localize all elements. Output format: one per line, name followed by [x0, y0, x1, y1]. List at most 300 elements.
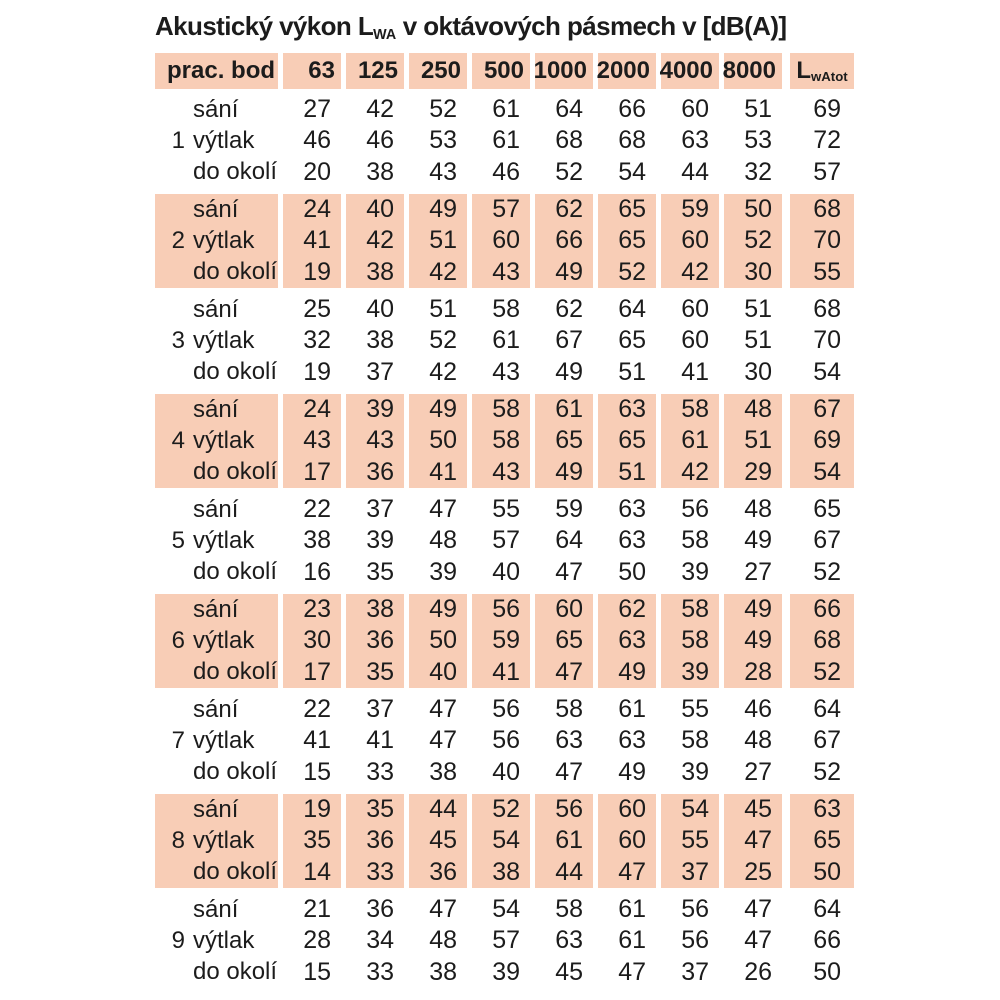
- value-column: [598, 394, 656, 488]
- value-cell: 35: [366, 557, 394, 586]
- value-cell: 58: [492, 395, 520, 424]
- value-cell: 51: [744, 295, 772, 324]
- value-cell: 63: [618, 526, 646, 555]
- value-cell: 55: [492, 495, 520, 524]
- value-cell: 45: [744, 795, 772, 824]
- value-cell: 39: [492, 957, 520, 986]
- value-cell: 40: [366, 195, 394, 224]
- value-cell: 72: [813, 126, 841, 155]
- row-label: do okolí: [193, 358, 278, 386]
- label-cell: [155, 494, 278, 588]
- value-cell: 46: [303, 126, 331, 155]
- value-cell: 55: [813, 257, 841, 286]
- value-cell: 67: [813, 726, 841, 755]
- value-cell: 44: [429, 795, 457, 824]
- value-cell: 47: [555, 757, 583, 786]
- value-cell: 67: [555, 326, 583, 355]
- value-cell: 38: [366, 257, 394, 286]
- value-cell: 64: [555, 95, 583, 124]
- value-column: [724, 494, 782, 588]
- header-cell-500: 500: [472, 53, 530, 89]
- value-cell: 46: [744, 695, 772, 724]
- value-column: [598, 494, 656, 588]
- value-cell: 65: [618, 426, 646, 455]
- value-cell: 45: [555, 957, 583, 986]
- value-cell: 60: [618, 826, 646, 855]
- value-cell: 38: [429, 957, 457, 986]
- value-cell: 49: [555, 257, 583, 286]
- value-cell: 51: [744, 95, 772, 124]
- value-cell: 46: [492, 157, 520, 186]
- value-cell: 41: [492, 657, 520, 686]
- value-column: [535, 194, 593, 288]
- value-cell: 64: [618, 295, 646, 324]
- row-label: výtlak: [193, 626, 255, 654]
- value-cell: 56: [492, 726, 520, 755]
- header-cell-1000: 1000: [535, 53, 593, 89]
- value-cell: 28: [303, 926, 331, 955]
- value-cell: 49: [555, 357, 583, 386]
- value-cell: 16: [303, 557, 331, 586]
- row-label: do okolí: [193, 858, 278, 886]
- value-cell: 41: [366, 726, 394, 755]
- value-cell: 41: [303, 226, 331, 255]
- total-value-column: [790, 894, 854, 988]
- row-label: do okolí: [193, 658, 278, 686]
- value-cell: 54: [813, 357, 841, 386]
- value-cell: 47: [555, 657, 583, 686]
- value-cell: 51: [429, 226, 457, 255]
- value-cell: 41: [429, 457, 457, 486]
- row-label: sání: [193, 695, 239, 723]
- row-label: výtlak: [193, 326, 255, 354]
- value-cell: 37: [681, 957, 709, 986]
- group-number: 5: [171, 527, 185, 554]
- value-column: [472, 194, 530, 288]
- value-cell: 56: [492, 695, 520, 724]
- label-cell: [155, 794, 278, 888]
- value-column: [346, 294, 404, 388]
- row-label: do okolí: [193, 258, 278, 286]
- value-cell: 49: [618, 757, 646, 786]
- value-cell: 24: [303, 395, 331, 424]
- value-cell: 53: [429, 126, 457, 155]
- value-cell: 36: [429, 857, 457, 886]
- value-cell: 58: [681, 395, 709, 424]
- value-cell: 60: [681, 95, 709, 124]
- value-column: [661, 794, 719, 888]
- value-cell: 40: [492, 557, 520, 586]
- value-cell: 49: [429, 595, 457, 624]
- value-cell: 41: [303, 726, 331, 755]
- value-cell: 42: [366, 95, 394, 124]
- total-header-subscript: wAtot: [811, 69, 848, 85]
- value-cell: 47: [429, 695, 457, 724]
- total-value-column: [790, 694, 854, 788]
- group-number: 8: [171, 827, 185, 854]
- value-cell: 47: [618, 957, 646, 986]
- value-cell: 61: [555, 826, 583, 855]
- value-cell: 47: [555, 557, 583, 586]
- value-cell: 62: [555, 295, 583, 324]
- value-column: [283, 294, 341, 388]
- value-cell: 53: [744, 126, 772, 155]
- value-cell: 37: [366, 695, 394, 724]
- value-cell: 62: [555, 195, 583, 224]
- value-cell: 49: [744, 595, 772, 624]
- value-cell: 39: [681, 657, 709, 686]
- value-cell: 52: [618, 257, 646, 286]
- total-value-column: [790, 94, 854, 188]
- value-cell: 59: [555, 495, 583, 524]
- value-cell: 43: [492, 357, 520, 386]
- value-cell: 56: [492, 595, 520, 624]
- row-label: výtlak: [193, 426, 255, 454]
- value-cell: 42: [681, 457, 709, 486]
- value-column: [535, 394, 593, 488]
- value-cell: 65: [555, 626, 583, 655]
- value-column: [283, 894, 341, 988]
- value-cell: 50: [618, 557, 646, 586]
- value-cell: 61: [555, 395, 583, 424]
- value-column: [724, 794, 782, 888]
- value-cell: 47: [429, 895, 457, 924]
- value-cell: 15: [303, 757, 331, 786]
- value-cell: 58: [492, 426, 520, 455]
- value-cell: 23: [303, 595, 331, 624]
- value-column: [661, 494, 719, 588]
- value-cell: 40: [492, 757, 520, 786]
- value-column: [724, 594, 782, 688]
- value-cell: 54: [492, 895, 520, 924]
- value-cell: 17: [303, 457, 331, 486]
- value-cell: 64: [813, 695, 841, 724]
- group-number: 7: [171, 727, 185, 754]
- value-column: [661, 594, 719, 688]
- value-cell: 46: [366, 126, 394, 155]
- value-cell: 38: [303, 526, 331, 555]
- header-cell-total: [790, 53, 854, 89]
- row-label: výtlak: [193, 226, 255, 254]
- value-cell: 54: [492, 826, 520, 855]
- row-label: do okolí: [193, 158, 278, 186]
- group-5: [155, 491, 1000, 591]
- value-cell: 68: [813, 626, 841, 655]
- value-cell: 40: [366, 295, 394, 324]
- value-cell: 47: [429, 495, 457, 524]
- group-number: 1: [171, 127, 185, 154]
- value-cell: 43: [429, 157, 457, 186]
- value-column: [535, 494, 593, 588]
- value-column: [535, 694, 593, 788]
- value-cell: 49: [429, 395, 457, 424]
- value-cell: 30: [303, 626, 331, 655]
- value-cell: 42: [429, 357, 457, 386]
- row-label: do okolí: [193, 458, 278, 486]
- value-column: [535, 794, 593, 888]
- row-label: sání: [193, 295, 239, 323]
- value-cell: 50: [813, 857, 841, 886]
- value-cell: 52: [555, 157, 583, 186]
- value-column: [661, 194, 719, 288]
- value-cell: 32: [744, 157, 772, 186]
- value-cell: 49: [744, 626, 772, 655]
- value-cell: 56: [555, 795, 583, 824]
- group-2: [155, 191, 1000, 291]
- value-cell: 39: [681, 557, 709, 586]
- value-cell: 51: [618, 457, 646, 486]
- value-cell: 43: [303, 426, 331, 455]
- group-number: 4: [171, 427, 185, 454]
- value-column: [283, 794, 341, 888]
- value-cell: 54: [618, 157, 646, 186]
- value-cell: 63: [618, 495, 646, 524]
- value-cell: 57: [492, 195, 520, 224]
- value-cell: 60: [681, 226, 709, 255]
- value-cell: 48: [744, 726, 772, 755]
- value-cell: 35: [366, 657, 394, 686]
- value-column: [472, 694, 530, 788]
- value-cell: 47: [744, 895, 772, 924]
- total-header-label: [796, 57, 847, 85]
- header-cell-4000: 4000: [661, 53, 719, 89]
- value-column: [346, 894, 404, 988]
- value-cell: 41: [681, 357, 709, 386]
- value-cell: 56: [681, 926, 709, 955]
- row-label: výtlak: [193, 526, 255, 554]
- value-column: [283, 194, 341, 288]
- value-cell: 55: [681, 826, 709, 855]
- value-cell: 67: [813, 395, 841, 424]
- value-cell: 36: [366, 457, 394, 486]
- value-cell: 48: [744, 495, 772, 524]
- value-cell: 38: [366, 595, 394, 624]
- value-cell: 68: [813, 195, 841, 224]
- row-label: do okolí: [193, 958, 278, 986]
- value-column: [724, 694, 782, 788]
- total-value-column: [790, 394, 854, 488]
- header-cell-8000: 8000: [724, 53, 782, 89]
- value-column: [535, 894, 593, 988]
- total-value-column: [790, 294, 854, 388]
- group-1: [155, 91, 1000, 191]
- value-column: [535, 294, 593, 388]
- row-label: výtlak: [193, 126, 255, 154]
- value-cell: 62: [618, 595, 646, 624]
- title-prefix: Akustický výkon L: [155, 11, 374, 41]
- row-label: sání: [193, 795, 239, 823]
- value-cell: 42: [429, 257, 457, 286]
- value-cell: 65: [813, 495, 841, 524]
- value-cell: 25: [303, 295, 331, 324]
- value-cell: 63: [555, 726, 583, 755]
- value-column: [661, 394, 719, 488]
- value-column: [346, 794, 404, 888]
- group-number: 2: [171, 227, 185, 254]
- value-column: [472, 94, 530, 188]
- total-value-column: [790, 594, 854, 688]
- value-cell: 48: [429, 526, 457, 555]
- value-cell: 60: [492, 226, 520, 255]
- value-cell: 57: [492, 926, 520, 955]
- value-column: [409, 694, 467, 788]
- total-header-prefix: L: [796, 57, 812, 84]
- value-cell: 32: [303, 326, 331, 355]
- row-label: sání: [193, 195, 239, 223]
- value-cell: 38: [492, 857, 520, 886]
- value-cell: 51: [618, 357, 646, 386]
- label-cell: [155, 694, 278, 788]
- table-title: [155, 8, 1000, 49]
- value-cell: 51: [429, 295, 457, 324]
- value-cell: 19: [303, 795, 331, 824]
- value-cell: 58: [681, 526, 709, 555]
- value-cell: 52: [492, 795, 520, 824]
- value-cell: 60: [681, 295, 709, 324]
- value-column: [346, 494, 404, 588]
- value-column: [409, 894, 467, 988]
- value-cell: 60: [618, 795, 646, 824]
- value-cell: 14: [303, 857, 331, 886]
- value-column: [283, 94, 341, 188]
- value-cell: 44: [555, 857, 583, 886]
- value-cell: 58: [681, 726, 709, 755]
- value-cell: 61: [492, 126, 520, 155]
- value-column: [661, 294, 719, 388]
- header-cell-2000: 2000: [598, 53, 656, 89]
- value-cell: 48: [744, 395, 772, 424]
- value-cell: 22: [303, 695, 331, 724]
- value-cell: 65: [618, 226, 646, 255]
- header-cell-250: 250: [409, 53, 467, 89]
- value-cell: 63: [618, 395, 646, 424]
- value-column: [409, 94, 467, 188]
- value-cell: 33: [366, 757, 394, 786]
- value-cell: 50: [813, 957, 841, 986]
- value-cell: 17: [303, 657, 331, 686]
- header-row: [155, 53, 1000, 89]
- value-cell: 52: [744, 226, 772, 255]
- value-cell: 65: [555, 426, 583, 455]
- value-cell: 28: [744, 657, 772, 686]
- value-cell: 66: [618, 95, 646, 124]
- value-cell: 49: [618, 657, 646, 686]
- value-column: [409, 594, 467, 688]
- group-6: [155, 591, 1000, 691]
- value-cell: 37: [366, 357, 394, 386]
- value-cell: 69: [813, 95, 841, 124]
- value-column: [661, 894, 719, 988]
- value-cell: 54: [681, 795, 709, 824]
- value-cell: 37: [366, 495, 394, 524]
- value-cell: 50: [429, 426, 457, 455]
- value-cell: 59: [492, 626, 520, 655]
- value-cell: 61: [492, 326, 520, 355]
- value-cell: 30: [744, 357, 772, 386]
- row-label: sání: [193, 595, 239, 623]
- value-cell: 55: [681, 695, 709, 724]
- value-cell: 59: [681, 195, 709, 224]
- value-cell: 52: [429, 95, 457, 124]
- value-cell: 37: [681, 857, 709, 886]
- value-cell: 68: [618, 126, 646, 155]
- value-column: [472, 894, 530, 988]
- value-cell: 36: [366, 626, 394, 655]
- title-subscript: WA: [373, 26, 397, 43]
- value-column: [346, 694, 404, 788]
- group-7: [155, 691, 1000, 791]
- value-cell: 66: [813, 595, 841, 624]
- row-label: sání: [193, 95, 239, 123]
- value-column: [661, 94, 719, 188]
- group-number: 6: [171, 627, 185, 654]
- value-cell: 49: [429, 195, 457, 224]
- value-cell: 19: [303, 257, 331, 286]
- value-cell: 65: [618, 326, 646, 355]
- value-cell: 47: [429, 726, 457, 755]
- value-cell: 63: [618, 626, 646, 655]
- value-column: [409, 494, 467, 588]
- group-number: 9: [171, 927, 185, 954]
- value-cell: 52: [813, 557, 841, 586]
- group-3: [155, 291, 1000, 391]
- value-cell: 63: [555, 926, 583, 955]
- table-body: [155, 91, 1000, 991]
- value-column: [598, 194, 656, 288]
- value-cell: 70: [813, 326, 841, 355]
- value-cell: 47: [744, 926, 772, 955]
- value-cell: 68: [813, 295, 841, 324]
- label-cell: [155, 94, 278, 188]
- value-column: [472, 594, 530, 688]
- value-cell: 39: [429, 557, 457, 586]
- value-cell: 34: [366, 926, 394, 955]
- value-column: [598, 894, 656, 988]
- value-cell: 61: [681, 426, 709, 455]
- value-cell: 20: [303, 157, 331, 186]
- value-cell: 27: [303, 95, 331, 124]
- value-cell: 56: [681, 495, 709, 524]
- row-label: výtlak: [193, 826, 255, 854]
- value-cell: 58: [555, 695, 583, 724]
- value-column: [409, 794, 467, 888]
- value-column: [472, 794, 530, 888]
- value-cell: 21: [303, 895, 331, 924]
- value-column: [346, 394, 404, 488]
- total-value-column: [790, 194, 854, 288]
- value-column: [472, 394, 530, 488]
- value-cell: 52: [813, 757, 841, 786]
- value-cell: 69: [813, 426, 841, 455]
- value-cell: 36: [366, 826, 394, 855]
- value-column: [409, 394, 467, 488]
- value-cell: 44: [681, 157, 709, 186]
- value-cell: 36: [366, 895, 394, 924]
- value-column: [346, 594, 404, 688]
- value-cell: 58: [681, 626, 709, 655]
- value-cell: 61: [618, 695, 646, 724]
- value-cell: 61: [618, 926, 646, 955]
- value-column: [283, 594, 341, 688]
- value-cell: 58: [492, 295, 520, 324]
- value-column: [283, 494, 341, 588]
- row-label: sání: [193, 495, 239, 523]
- header-cell-63: 63: [283, 53, 341, 89]
- value-cell: 38: [366, 326, 394, 355]
- value-column: [661, 694, 719, 788]
- value-column: [724, 394, 782, 488]
- value-cell: 57: [492, 526, 520, 555]
